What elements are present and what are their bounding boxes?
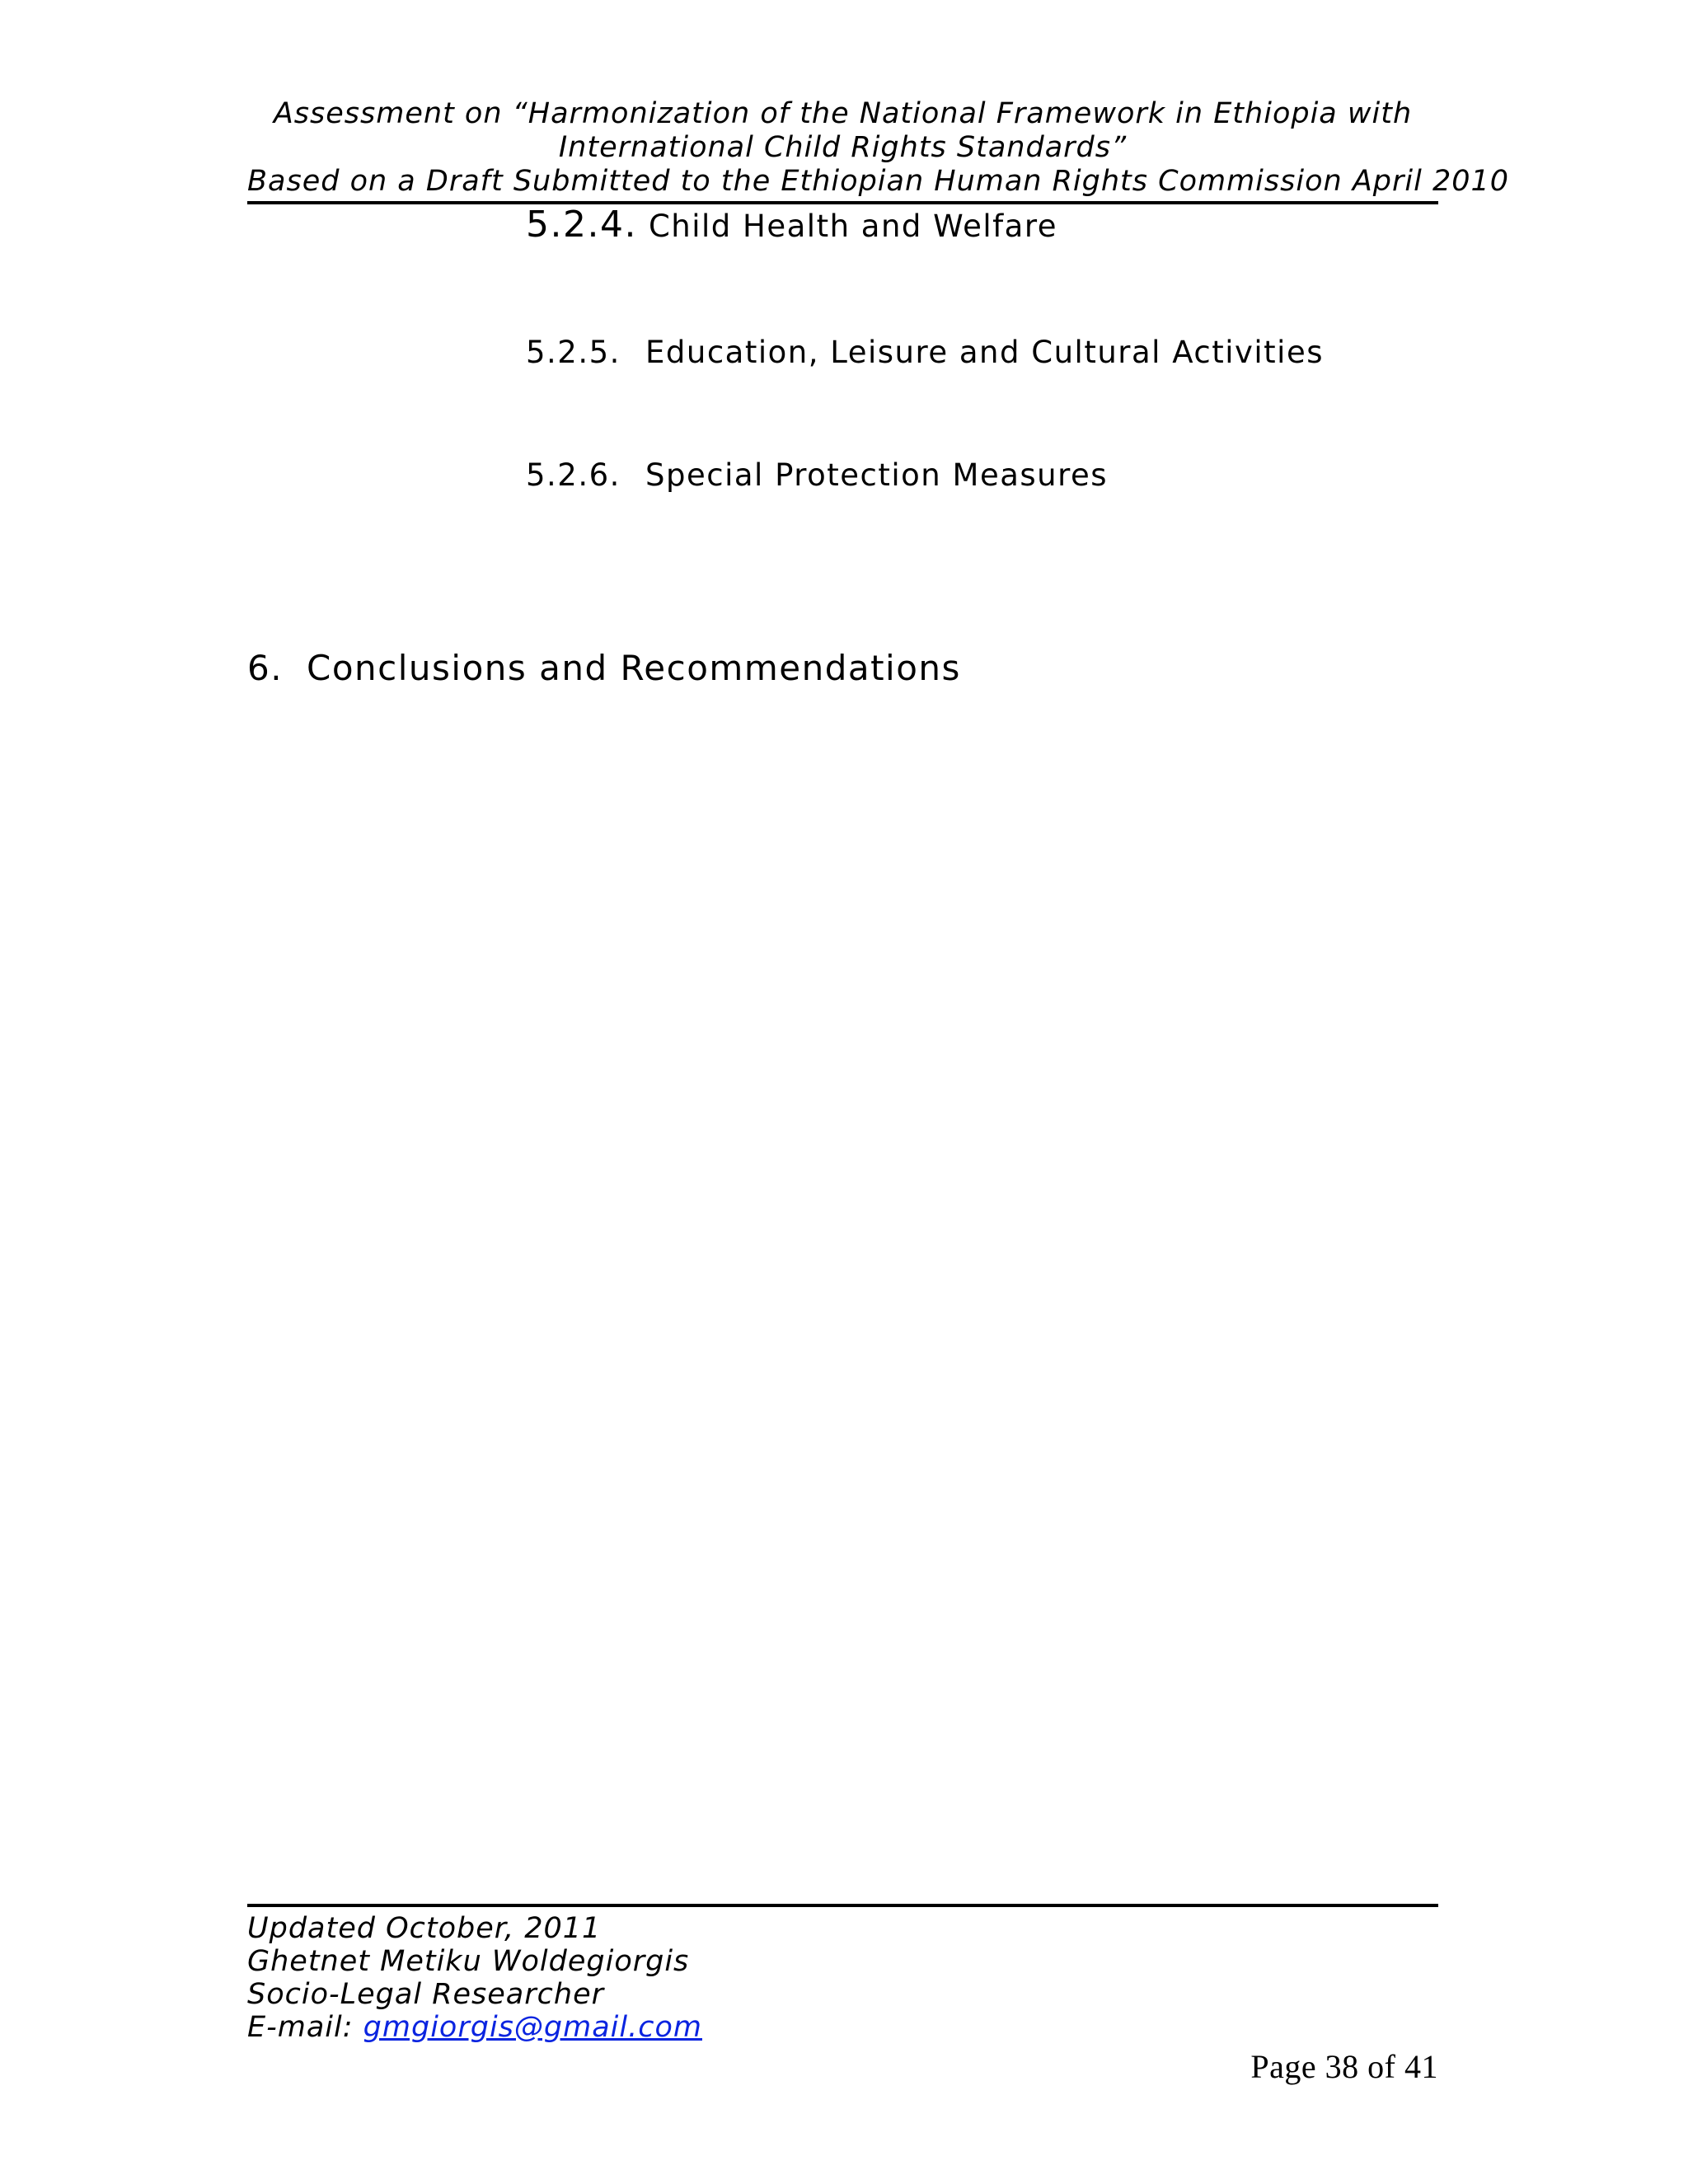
- header-title-line-1: Assessment on “Harmonization of the National Framework in Ethiopia with: [273, 97, 1413, 130]
- page-number: Page 38 of 41: [1250, 2048, 1438, 2085]
- running-header: [247, 97, 1510, 199]
- footer-email-label: E-mail:: [247, 2011, 354, 2044]
- heading-number: 5.2.4.: [526, 204, 637, 246]
- heading-number: 5.2.5.: [526, 335, 621, 370]
- footer-author: Ghetnet Metiku Woldegiorgis: [247, 1945, 690, 1978]
- heading-6: [247, 648, 961, 688]
- running-footer: [247, 1912, 702, 2044]
- heading-title: Conclusions and Recommendations: [307, 648, 961, 688]
- footer-rule: [247, 1904, 1438, 1907]
- footer-role: Socio-Legal Researcher: [247, 1978, 604, 2011]
- heading-title: Child Health and Welfare: [648, 209, 1057, 244]
- email-link[interactable]: gmgiorgis@gmail.com: [363, 2011, 702, 2044]
- heading-number: 5.2.6.: [526, 457, 621, 493]
- header-subtitle: Based on a Draft Submitted to the Ethiopian Human Rights Commission April 2010: [247, 165, 1510, 198]
- header-title-line-2: International Child Rights Standards”: [558, 131, 1128, 164]
- heading-5-2-5: [526, 335, 1324, 370]
- heading-title: Education, Leisure and Cultural Activities: [645, 335, 1324, 370]
- heading-5-2-4: [526, 204, 1057, 246]
- heading-number: 6.: [247, 648, 284, 688]
- heading-title: Special Protection Measures: [645, 457, 1109, 493]
- footer-email-line: [247, 2011, 702, 2044]
- heading-5-2-6: [526, 457, 1108, 493]
- footer-updated: Updated October, 2011: [247, 1912, 602, 1945]
